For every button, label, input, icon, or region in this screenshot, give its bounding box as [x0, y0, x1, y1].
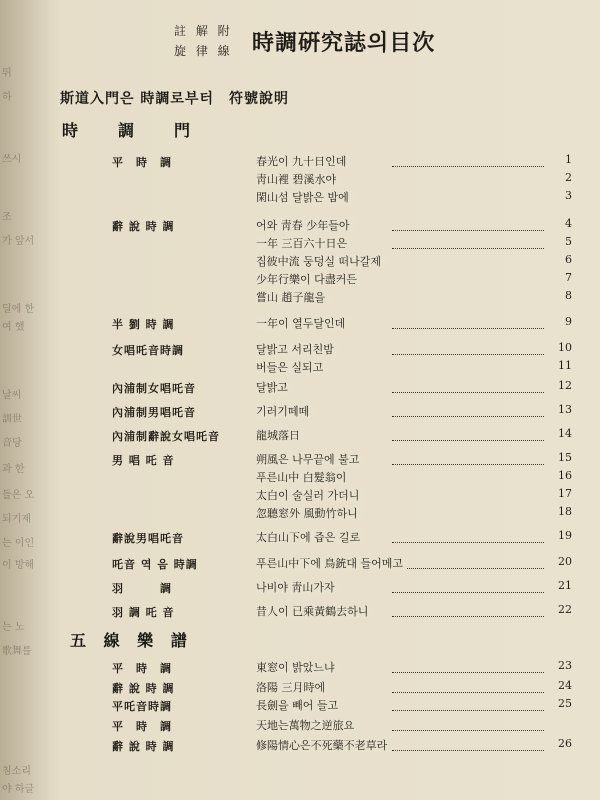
toc-title: 修陽情心은不死藥不老草라 — [256, 737, 518, 753]
toc-row — [112, 578, 572, 596]
toc-row — [112, 152, 572, 170]
toc-page-number: 18 — [558, 505, 572, 518]
margin-text-line: 쓰시 — [2, 154, 22, 165]
margin-text-line: 이 방해 — [2, 560, 35, 571]
toc-page-number: 9 — [565, 315, 572, 328]
toc-row — [112, 678, 572, 696]
toc-page-number: 1 — [565, 153, 572, 166]
toc-page-number: 20 — [558, 555, 572, 568]
toc-title: 어와 靑春 少年들아 — [256, 217, 518, 233]
toc-row — [112, 426, 572, 444]
adjacent-page-margin — [0, 0, 42, 800]
toc-category: 吒音 역 음 時調 — [112, 558, 198, 571]
toc-title: 버들은 실되고 — [256, 359, 518, 375]
toc-category: 辭 說 時 調 — [112, 220, 175, 233]
toc-title: 朔風은 나무끝에 불고 — [256, 451, 518, 467]
toc-category: 內浦制女唱吒音 — [112, 382, 196, 395]
toc-page-number: 6 — [565, 253, 572, 266]
toc-row — [112, 340, 572, 358]
toc-title: 春光이 九十日인데 — [256, 153, 518, 169]
toc-title: 龍城落日 — [256, 427, 518, 443]
toc-title: 太白山下에 즙은 길로 — [256, 529, 518, 545]
toc-category: 辭說男唱吒音 — [112, 532, 184, 545]
toc-row — [112, 216, 572, 234]
margin-text-line: 딜에 한 — [2, 304, 35, 315]
toc-page-number: 16 — [558, 469, 572, 482]
toc-title: 少年行樂이 다盡커든 — [256, 271, 518, 287]
toc-category: 辭 說 時 調 — [112, 740, 175, 753]
toc-page-number: 10 — [558, 341, 572, 354]
intro-line: 斯道入門은 時調로부터 符號說明 — [60, 91, 289, 107]
toc-row — [112, 716, 572, 734]
toc-row — [112, 288, 572, 306]
toc-category: 平吒音時調 — [112, 700, 172, 713]
margin-text-line: 歌舞를 — [2, 646, 32, 657]
margin-text-line: 과 한 — [2, 464, 25, 475]
toc-row — [112, 736, 572, 754]
toc-row — [112, 554, 572, 572]
section-title-staff-notation: 五 線 樂 譜 — [70, 631, 193, 650]
toc-category: 男 唱 吒 音 — [112, 454, 175, 467]
toc-title: 長劍을 빼어 들고 — [256, 697, 518, 713]
toc-category: 辭 說 時 調 — [112, 682, 175, 695]
header-subtitle-annotation: 註 解 附 — [174, 24, 233, 38]
toc-title: 집彼中流 둥덩실 떠나갈제 — [256, 253, 518, 269]
toc-category: 女唱吒音時調 — [112, 344, 184, 357]
toc-row — [112, 468, 572, 486]
toc-category: 羽 調 吒 音 — [112, 606, 175, 619]
margin-text-line: 야 하글 — [2, 784, 35, 795]
toc-row — [112, 234, 572, 252]
toc-page-number: 5 — [565, 235, 572, 248]
toc-title: 閑山섬 달밝은 밤에 — [256, 189, 518, 205]
toc-row — [112, 696, 572, 714]
section-title-sijo: 時 調 門 — [62, 121, 203, 140]
margin-text-line: 는 이인 — [2, 538, 35, 549]
toc-category: 平 時 調 — [112, 156, 172, 169]
toc-page-number: 7 — [565, 271, 572, 284]
toc-title: 기러기떼떼 — [256, 403, 518, 419]
toc-row — [112, 450, 572, 468]
toc-title: 달밝고 서리친밤 — [256, 341, 518, 357]
margin-text-line: 되기제 — [2, 514, 31, 525]
toc-category: 內浦制男唱吒音 — [112, 406, 196, 419]
toc-page-number: 13 — [558, 403, 572, 416]
toc-row — [112, 188, 572, 206]
margin-text-line: 音당 — [2, 438, 22, 449]
toc-row — [112, 252, 572, 270]
toc-title: 昔人이 已乘黃鶴去하니 — [256, 603, 518, 619]
toc-row — [112, 504, 572, 522]
toc-row — [112, 658, 572, 676]
toc-page-number: 4 — [565, 217, 572, 230]
toc-page-number: 8 — [565, 289, 572, 302]
toc-title: 忽聽窓外 風動竹하니 — [256, 505, 518, 521]
toc-row — [112, 528, 572, 546]
toc-title: 푸른山中 白髮翁이 — [256, 469, 518, 485]
toc-row — [112, 358, 572, 376]
toc-title: 天地는萬物之逆旅요 — [256, 717, 518, 733]
margin-text-line: 가 앞서 — [2, 236, 35, 247]
margin-text-line: 조 — [2, 212, 12, 223]
toc-page-number: 21 — [558, 579, 572, 592]
toc-category: 羽 調 — [112, 582, 172, 595]
toc-page-number: 15 — [558, 451, 572, 464]
margin-text-line: 訓世 — [2, 414, 22, 425]
toc-category: 平 時 調 — [112, 720, 172, 733]
margin-text-line: 하 — [2, 92, 12, 103]
toc-page-number: 23 — [558, 659, 572, 672]
toc-page-number: 24 — [558, 679, 572, 692]
toc-page-number: 22 — [558, 603, 572, 616]
toc-page-number: 12 — [558, 379, 572, 392]
page-header — [160, 18, 580, 62]
toc-page-number: 25 — [558, 697, 572, 710]
margin-text-line: 침소리 — [2, 766, 31, 777]
toc-title: 一年이 열두달인데 — [256, 315, 518, 331]
toc-category: 內浦制辭說女唱吒音 — [112, 430, 220, 443]
header-subtitle-melody: 旋 律 線 — [174, 44, 233, 58]
toc-row — [112, 270, 572, 288]
toc-page-number: 2 — [565, 171, 572, 184]
toc-title: 嘗山 趙子龍을 — [256, 289, 518, 305]
toc-page-number: 11 — [558, 359, 572, 372]
toc-page-number: 17 — [558, 487, 572, 500]
margin-text-line: 여 했 — [2, 322, 25, 333]
toc-page-number: 14 — [558, 427, 572, 440]
margin-text-line: 뛰 — [2, 68, 12, 79]
toc-row — [112, 486, 572, 504]
toc-category: 半 劉 時 調 — [112, 318, 175, 331]
toc-row — [112, 378, 572, 396]
toc-title: 洛陽 三月時에 — [256, 679, 518, 695]
toc-page-number: 3 — [565, 189, 572, 202]
toc-title: 푸른山中下에 鳥銃대 들어메고 — [256, 555, 518, 571]
toc-title: 一年 三百六十日은 — [256, 235, 518, 251]
toc-title: 靑山裡 碧溪水야 — [256, 171, 518, 187]
toc-title: 東窓이 밝았느냐 — [256, 659, 518, 675]
toc-page-number: 19 — [558, 529, 572, 542]
toc-title: 太白이 술실러 가더니 — [256, 487, 518, 503]
toc-row — [112, 170, 572, 188]
toc-page-number: 26 — [558, 737, 572, 750]
toc-category: 平 時 調 — [112, 662, 172, 675]
margin-text-line: 날씨 — [2, 390, 22, 401]
margin-text-line: 들은 오 — [2, 490, 35, 501]
toc-title: 나비야 靑山가자 — [256, 579, 518, 595]
margin-text-line: 는 노 — [2, 622, 25, 633]
toc-row — [112, 314, 572, 332]
toc-title: 달밝고 — [256, 379, 518, 395]
toc-row — [112, 602, 572, 620]
toc-row — [112, 402, 572, 420]
page-title: 時調硏究誌의目次 — [252, 30, 436, 56]
